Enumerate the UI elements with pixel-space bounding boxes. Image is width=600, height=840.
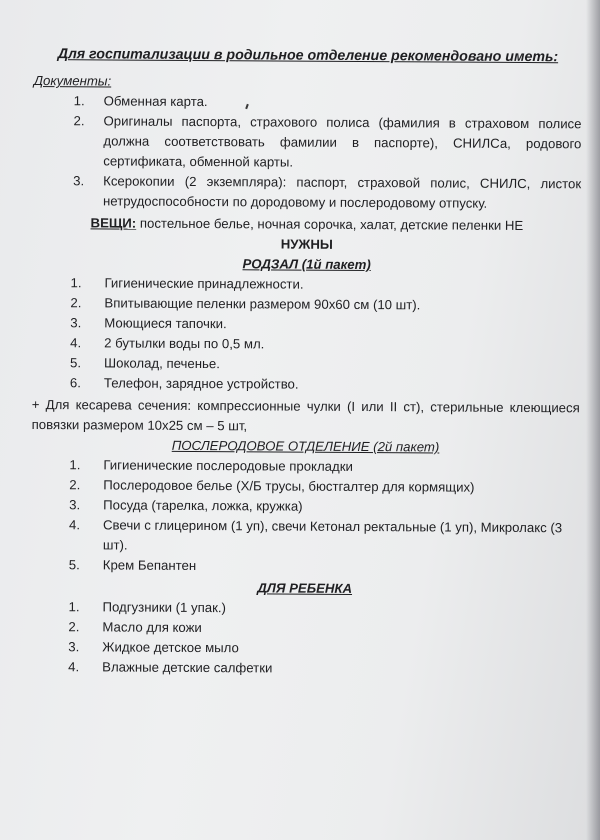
item-text: Ксерокопии (2 экземпляра): паспорт, страховой полис, СНИЛС, листок нетрудоспособности по дородовому и послеродовому отпуску. [102, 173, 582, 211]
item-number: 4. [68, 659, 80, 675]
item-text: Масло для кожи [102, 619, 202, 636]
item-number: 3. [70, 315, 82, 331]
rodzal-heading: РОДЗАЛ (1й пакет) [242, 256, 371, 273]
baby-heading: ДЛЯ РЕБЕНКА [257, 580, 353, 596]
things-label: ВЕЩИ: [90, 215, 137, 231]
item-text: Моющиеся тапочки. [104, 315, 227, 332]
item-number: 6. [69, 375, 81, 391]
documents-label: Документы: [33, 72, 112, 89]
item-number: 2. [69, 477, 81, 493]
postpartum-list [31, 455, 580, 578]
item-text: Послеродовое белье (Х/Б трусы, бюстгалтер для кормящих) [103, 477, 475, 495]
things-line [33, 213, 581, 256]
things-text: постельное белье, ночная сорочка, халат, детские пеленки НЕ [136, 215, 524, 233]
item-number: 2. [73, 113, 85, 129]
page-title: Для госпитализации в родильное отделение рекомендовано иметь: [57, 46, 559, 66]
item-number: 1. [73, 93, 85, 109]
item-text: 2 бутылки воды по 0,5 мл. [104, 335, 265, 352]
things-text-2: НУЖНЫ [280, 236, 333, 252]
item-number: 5. [70, 355, 82, 371]
documents-list [33, 91, 582, 214]
page-edge-shadow [586, 0, 600, 840]
item-text: Телефон, зарядное устройство. [103, 375, 299, 392]
list-item [68, 657, 578, 680]
item-number: 4. [69, 517, 81, 533]
item-text: Подгузники (1 упак.) [102, 599, 227, 616]
item-text: Крем Бепантен [102, 557, 197, 574]
item-number: 3. [68, 639, 80, 655]
item-text: Жидкое детское мыло [102, 639, 239, 656]
item-number: 1. [70, 275, 82, 291]
list-item [73, 171, 581, 214]
item-number: 2. [70, 295, 82, 311]
item-text: Свечи с глицерином (1 уп), свечи Кетонал ректальные (1 уп), Микролакс (3 шт). [102, 517, 563, 553]
item-number: 1. [68, 599, 80, 615]
list-item [69, 555, 579, 578]
item-number: 4. [70, 335, 82, 351]
list-item [70, 373, 580, 396]
item-number: 1. [69, 457, 81, 473]
item-text: Оригиналы паспорта, страхового полиса (фамилия в страховом полисе должна соответствовать фамилии в паспорте), СНИЛСа, родового сертификата, обменной карты. [103, 113, 582, 170]
item-text: Обменная карта. [103, 93, 208, 110]
list-item [69, 515, 579, 558]
item-text: Влажные детские салфетки [102, 659, 273, 676]
item-text: Посуда (тарелка, ложка, кружка) [103, 497, 303, 514]
baby-list [30, 597, 578, 680]
document-content [30, 44, 582, 680]
postpartum-heading: ПОСЛЕРОДОВОЕ ОТДЕЛЕНИЕ (2й пакет) [171, 437, 440, 455]
cesarean-note: + Для кесарева сечения: компрессионные чулки (I или II ст), стерильные клеющиеся повязки размером 10х25 см – 5 шт, [31, 396, 580, 434]
item-number: 5. [68, 557, 80, 573]
item-text: Гигиенические послеродовые прокладки [103, 457, 353, 474]
list-item [73, 111, 581, 174]
item-text: Впитывающие пеленки размером 90х60 см (10 шт). [104, 295, 421, 313]
item-text: Гигиенические принадлежности. [104, 275, 304, 292]
item-text: Шоколад, печенье. [104, 355, 220, 372]
rodzal-list [32, 273, 581, 396]
item-number: 3. [69, 497, 81, 513]
item-number: 3. [73, 173, 85, 189]
item-number: 2. [68, 619, 80, 635]
